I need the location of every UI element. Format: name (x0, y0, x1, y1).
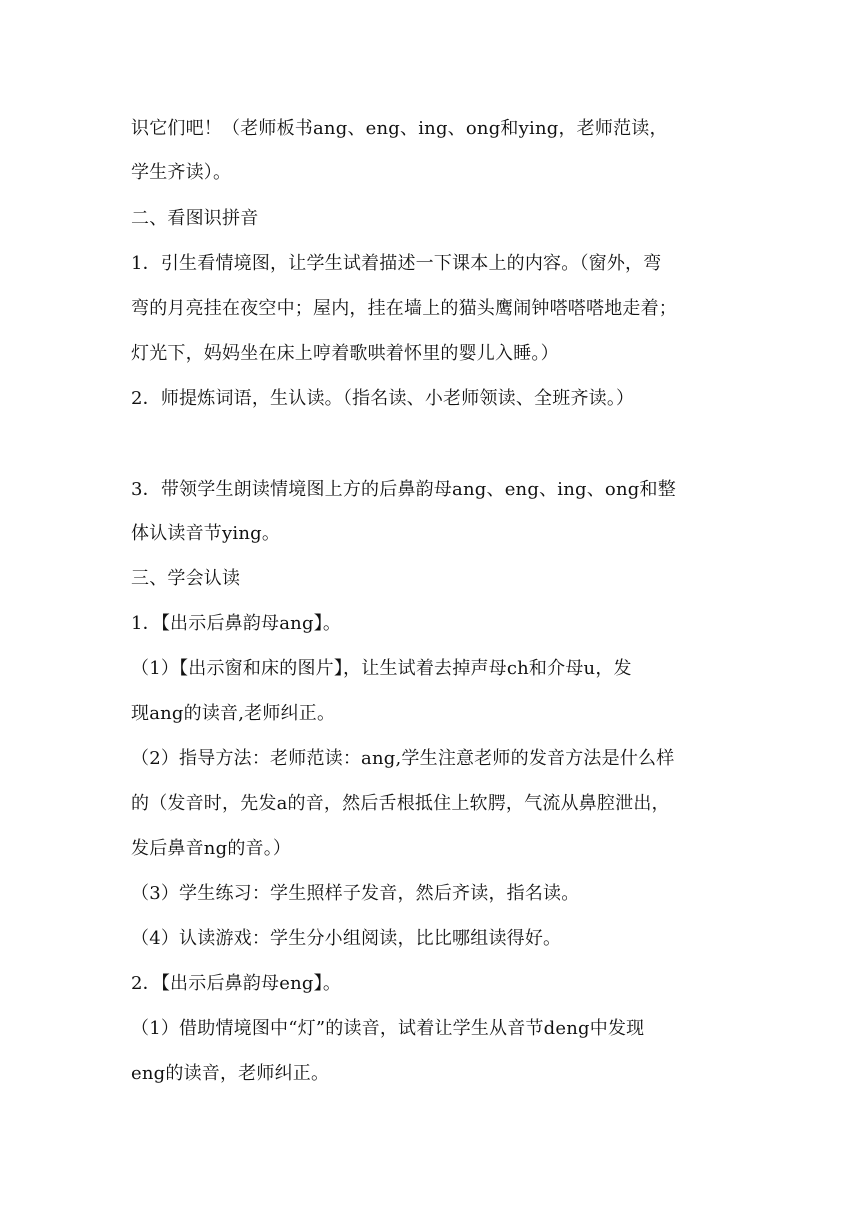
text-line-9: 体认读音节ying。 (131, 523, 281, 544)
text-line-13: 现ang的读音,老师纠正。 (131, 703, 336, 724)
text-line-1: 识它们吧！（老师板书ang、eng、ing、ong和ying，老师范读， (131, 118, 668, 139)
text-line-18: （4）认读游戏：学生分小组阅读，比比哪组读得好。 (131, 928, 562, 949)
text-line-11: 1．【出示后鼻韵母ang】。 (131, 613, 342, 634)
text-line-4: 1．引生看情境图，让学生试着描述一下课本上的内容。（窗外，弯 (131, 253, 662, 274)
text-line-5: 弯的月亮挂在夜空中；屋内，挂在墙上的猫头鹰闹钟嗒嗒嗒地走着； (131, 298, 677, 319)
text-line-14: （2）指导方法：老师范读：ang,学生注意老师的发音方法是什么样 (131, 748, 675, 769)
text-line-16: 发后鼻音ng的音。） (131, 838, 292, 859)
section-heading-3: 三、学会认读 (131, 568, 241, 589)
text-line-7: 2．师提炼词语，生认读。（指名读、小老师领读、全班齐读。） (131, 388, 635, 409)
text-line-8: 3．带领学生朗读情境图上方的后鼻韵母ang、eng、ing、ong和整 (131, 479, 676, 500)
text-line-12: （1）【出示窗和床的图片】，让生试着去掉声母ch和介母u，发 (131, 658, 632, 679)
text-line-21: eng的读音，老师纠正。 (131, 1063, 330, 1084)
text-line-6: 灯光下，妈妈坐在床上哼着歌哄着怀里的婴儿入睡。） (131, 343, 559, 364)
text-line-2: 学生齐读）。 (131, 162, 232, 183)
text-line-20: （1）借助情境图中“灯”的读音，试着让学生从音节deng中发现 (131, 1018, 645, 1039)
section-heading-2: 二、看图识拼音 (131, 208, 259, 229)
text-line-19: 2．【出示后鼻韵母eng】。 (131, 973, 342, 994)
text-line-17: （3）学生练习：学生照样子发音，然后齐读，指名读。 (131, 883, 580, 904)
text-line-15: 的（发音时，先发a的音，然后舌根抵住上软腭，气流从鼻腔泄出， (131, 793, 670, 814)
